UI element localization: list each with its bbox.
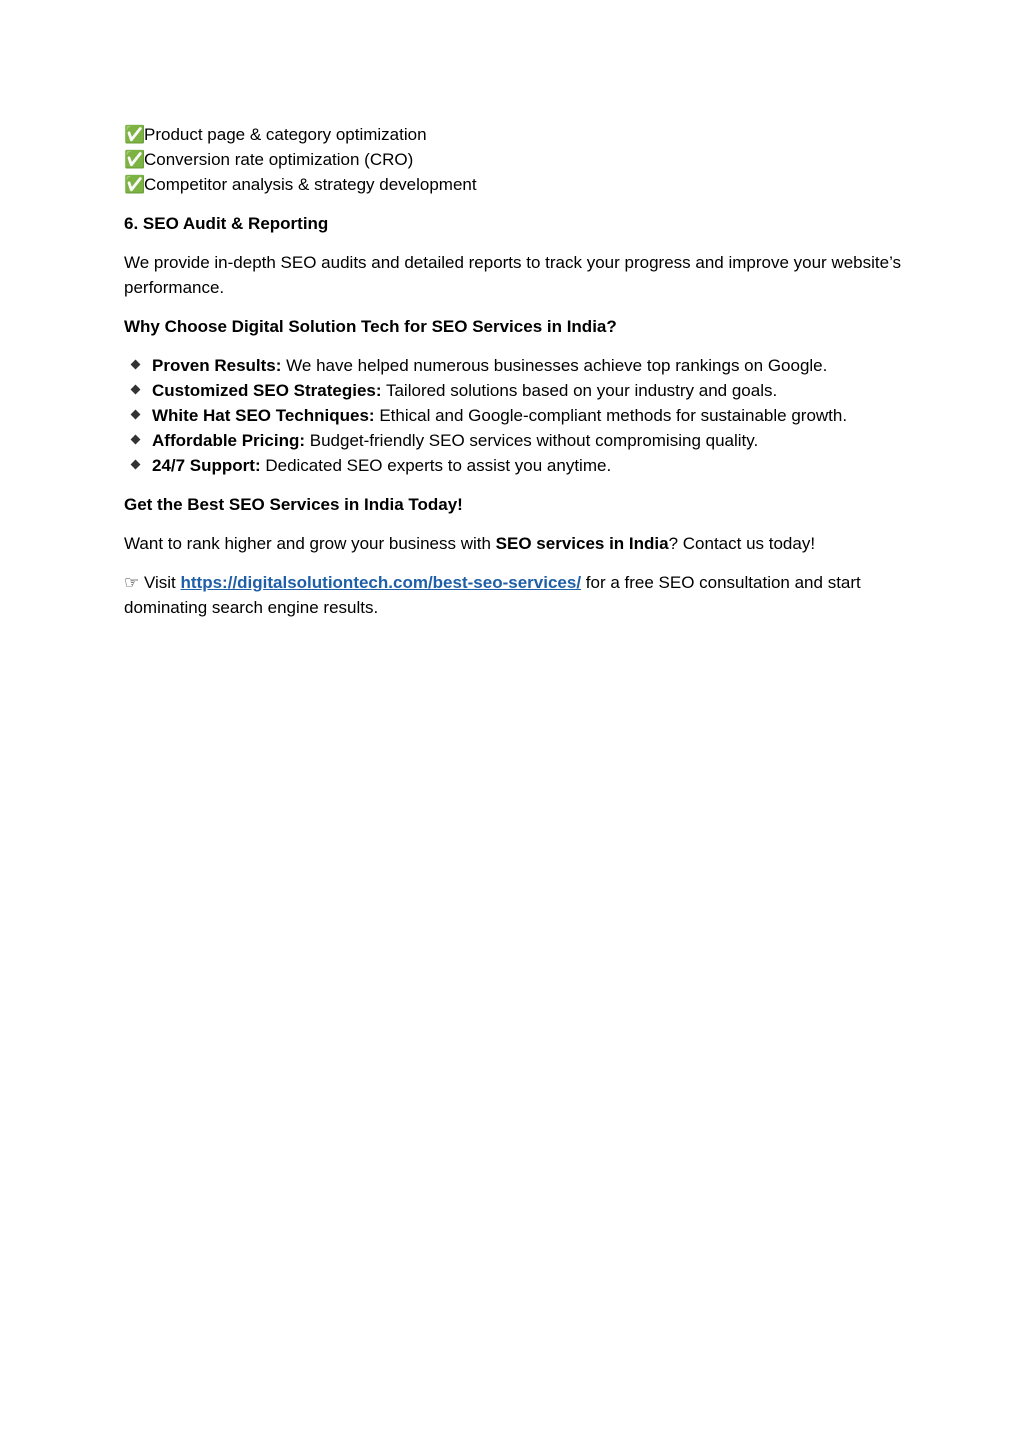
- list-item: White Hat SEO Techniques: Ethical and Google-compliant methods for sustainable growth.: [124, 403, 904, 428]
- cta-heading: Get the Best SEO Services in India Today!: [124, 495, 463, 514]
- cta-visit: ☞ Visit https://digitalsolutiontech.com/best-seo-services/ for a free SEO consultation and start dominating search engine results.: [124, 573, 861, 617]
- list-item: 24/7 Support: Dedicated SEO experts to assist you anytime.: [124, 453, 904, 478]
- reasons-list: [124, 353, 904, 478]
- list-item: Customized SEO Strategies: Tailored solutions based on your industry and goals.: [124, 378, 904, 403]
- pointing-hand-icon: ☞: [124, 573, 140, 592]
- check-icon: ✅: [124, 150, 146, 169]
- diamond-bullet-icon: [131, 385, 141, 395]
- list-item: Proven Results: We have helped numerous businesses achieve top rankings on Google.: [124, 353, 904, 378]
- checklist-item: ✅Competitor analysis & strategy development: [124, 172, 904, 197]
- diamond-bullet-icon: [131, 435, 141, 445]
- check-icon: ✅: [124, 125, 146, 144]
- check-icon: ✅: [124, 175, 146, 194]
- checklist: [124, 122, 904, 197]
- why-heading: Why Choose Digital Solution Tech for SEO Services in India?: [124, 317, 617, 336]
- list-item: Affordable Pricing: Budget-friendly SEO services without compromising quality.: [124, 428, 904, 453]
- cta-intro: Want to rank higher and grow your business with SEO services in India? Contact us today!: [124, 534, 816, 553]
- diamond-bullet-icon: [131, 410, 141, 420]
- document-page: [124, 122, 904, 634]
- audit-heading: 6. SEO Audit & Reporting: [124, 214, 329, 233]
- audit-body: We provide in-depth SEO audits and detailed reports to track your progress and improve your website’s performance.: [124, 253, 902, 297]
- diamond-bullet-icon: [131, 360, 141, 370]
- seo-services-link[interactable]: https://digitalsolutiontech.com/best-seo-services/: [180, 573, 582, 592]
- checklist-item: ✅Conversion rate optimization (CRO): [124, 147, 904, 172]
- diamond-bullet-icon: [131, 460, 141, 470]
- checklist-item: ✅Product page & category optimization: [124, 122, 904, 147]
